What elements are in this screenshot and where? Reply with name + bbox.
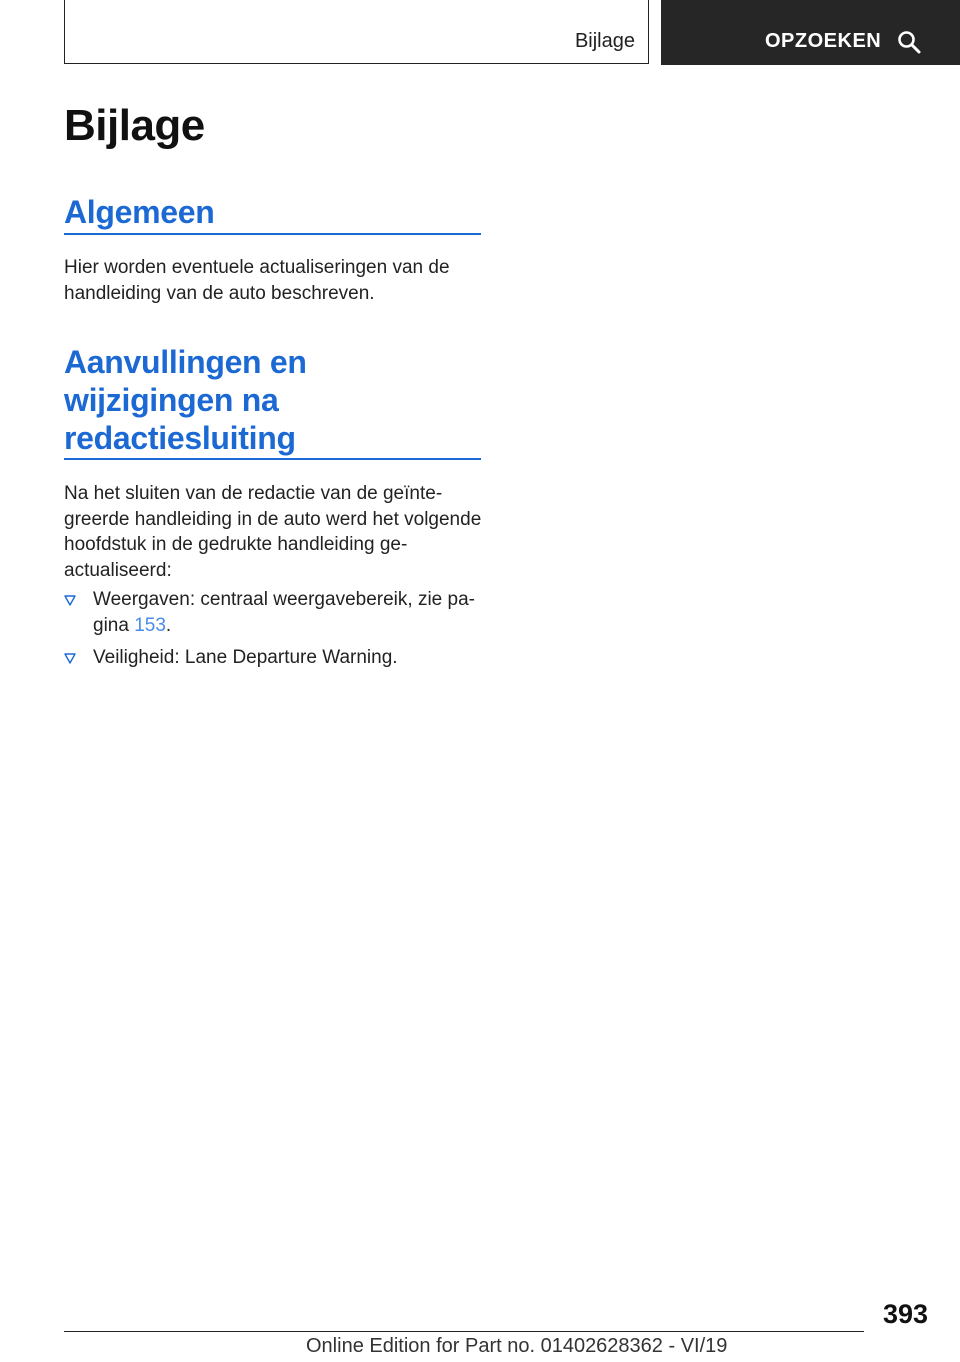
page-number: 393 bbox=[882, 1299, 928, 1329]
list-item-suffix: . bbox=[165, 614, 172, 636]
list-item bbox=[64, 645, 482, 671]
list-item-text: Weergaven: centraal weergavebereik, zie pagina bbox=[93, 589, 475, 636]
section-paragraph: Hier worden eventuele actualiseringen van de handleiding van de auto beschreven. bbox=[64, 257, 450, 304]
section-title-algemeen: Algemeen bbox=[64, 194, 215, 230]
triangle-bullet-icon bbox=[64, 653, 76, 664]
section-title-aanvullingen: Aanvullingen en wijzigingen na redactiesluiting bbox=[64, 344, 307, 456]
list-item bbox=[64, 587, 482, 638]
section-paragraph: Na het sluiten van de redactie van de geïntegreerde handleiding in de auto werd het volgende hoofdstuk in de gedrukte handleiding geactualiseerd: bbox=[64, 483, 482, 581]
list-item-text: Veiligheid: Lane Departure Warning. bbox=[93, 647, 398, 668]
section-divider bbox=[64, 233, 481, 235]
chapter-title: Bijlage bbox=[64, 101, 205, 150]
search-button-label: OPZOEKEN bbox=[765, 30, 882, 52]
search-button[interactable] bbox=[661, 0, 960, 65]
page-reference-link[interactable]: 153 bbox=[134, 614, 166, 636]
footer-divider bbox=[64, 1331, 864, 1332]
search-icon bbox=[897, 30, 923, 56]
edition-footer: Online Edition for Part no. 01402628362 - VI/19 bbox=[306, 1335, 728, 1357]
chapter-header-tab bbox=[64, 0, 649, 64]
triangle-bullet-icon bbox=[64, 595, 76, 606]
chapter-tab-label: Bijlage bbox=[574, 30, 635, 52]
section-divider bbox=[64, 458, 481, 460]
